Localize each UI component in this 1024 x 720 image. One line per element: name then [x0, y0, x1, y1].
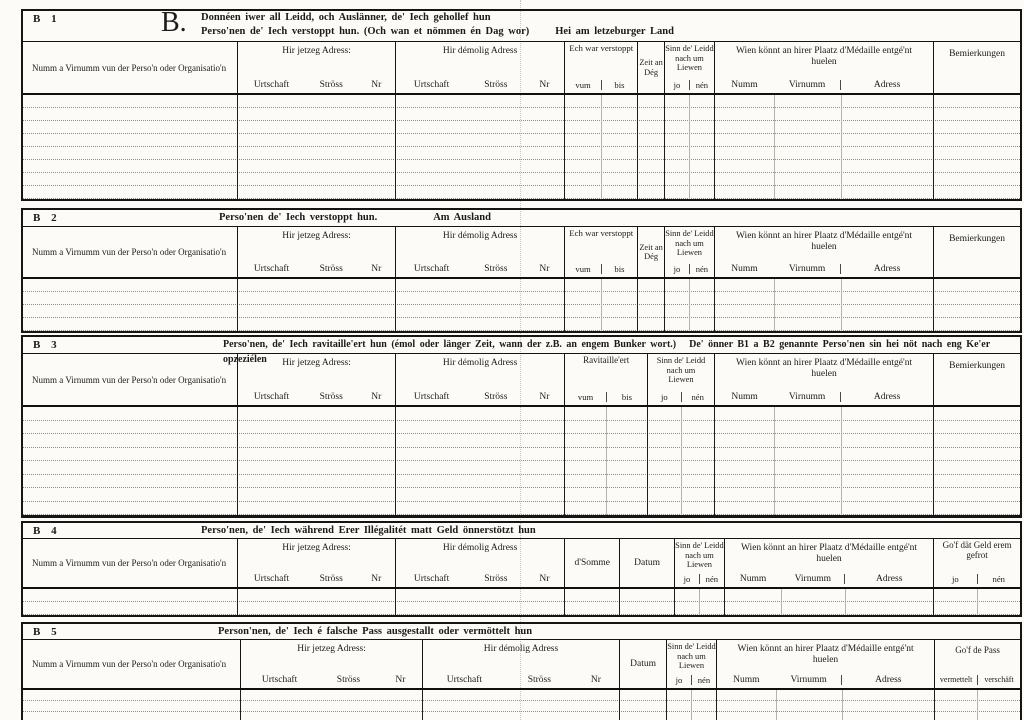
section-b5 — [21, 622, 1022, 720]
column-divider-line — [637, 95, 638, 199]
column-divider-line — [647, 407, 648, 515]
subcol-stross: Ströss — [319, 264, 343, 274]
col-medal-recipient — [724, 539, 933, 587]
current-address-label: Hir jetzeg Adress: — [282, 358, 351, 368]
blank-row — [23, 186, 1020, 199]
section-b1 — [21, 9, 1022, 201]
blank-row — [23, 318, 1020, 331]
column-divider-line — [841, 279, 842, 331]
subcol-urtschaft: Urtschaft — [413, 392, 450, 402]
column-divider-line — [774, 95, 775, 199]
blank-row — [23, 488, 1020, 502]
column-divider-line — [776, 690, 777, 720]
blank-row — [23, 712, 1020, 720]
blank-row — [23, 701, 1020, 712]
column-divider-line — [691, 690, 692, 720]
subcol-verschaft: verschäft — [977, 675, 1020, 685]
column-divider-line — [933, 279, 934, 331]
column-divider-line — [842, 690, 843, 720]
column-divider-line — [689, 279, 690, 331]
subcol-vermettelt: vermettelt — [939, 675, 973, 684]
column-divider-line — [933, 589, 934, 615]
col-remarks — [933, 227, 1020, 277]
column-divider-line — [689, 95, 690, 199]
subcol-stross: Ströss — [484, 80, 508, 90]
subcol-nr: Nr — [371, 574, 382, 584]
blank-row — [23, 461, 1020, 475]
column-headers — [23, 227, 1020, 279]
blank-row — [23, 292, 1020, 305]
col-former-address — [395, 42, 564, 93]
subcol-bis: bis — [601, 264, 637, 274]
subcol-urtschaft: Urtschaft — [253, 574, 290, 584]
subcol-urtschaft: Urtschaft — [253, 264, 290, 274]
blank-entry-rows — [23, 95, 1020, 199]
hidden-period-label: Ech war verstoppt — [569, 43, 634, 53]
subcol-stross: Ströss — [484, 264, 508, 274]
column-divider-line — [774, 407, 775, 515]
former-address-label: Hir démolig Adress — [442, 231, 518, 241]
section-title — [201, 11, 1020, 38]
column-divider-line — [619, 589, 620, 615]
still-alive-label: Sinn de' Leidd nach um Liewen — [665, 44, 714, 72]
column-divider-line — [237, 589, 238, 615]
column-divider-line — [977, 589, 978, 615]
subcol-virnumm: Virnumm — [788, 392, 826, 402]
blank-row — [23, 407, 1020, 421]
column-divider-line — [564, 279, 565, 331]
col-name-label: Numm a Virnumm vun der Perso'n oder Organisatio'n — [32, 247, 227, 257]
subcol-virnumm: Virnumm — [790, 675, 827, 685]
subcol-jo: jo — [673, 80, 681, 90]
column-divider-line — [564, 407, 565, 515]
remarks-label: Bemierkungen — [949, 361, 1006, 371]
subcol-jo: jo — [675, 675, 683, 685]
column-divider-line — [564, 589, 565, 615]
subcol-urtschaft: Urtschaft — [446, 675, 483, 685]
column-divider-line — [395, 279, 396, 331]
column-divider-line — [714, 279, 715, 331]
section-label: B 5 — [33, 626, 61, 638]
column-headers — [23, 539, 1020, 589]
subcol-urtschaft: Urtschaft — [253, 80, 290, 90]
subcol-stross: Ströss — [319, 574, 343, 584]
subcol-nen: nén — [691, 675, 716, 685]
column-divider-line — [395, 407, 396, 515]
title-text: Perso'nen, de' Iech während Erer Illégalitét matt Geld önnerstötzt hun — [201, 525, 536, 536]
section-b1-title-band — [23, 7, 1020, 42]
title-line-2-right: Hei am letzeburger Land — [555, 25, 674, 37]
still-alive-label: Sinn de' Leidd nach um Liewen — [656, 356, 706, 384]
section-b2-title-band — [23, 210, 1020, 227]
column-headers — [23, 42, 1020, 95]
blank-row — [23, 147, 1020, 160]
col-current-address — [237, 227, 395, 277]
pass-provided-label: Go'f de Pass — [955, 645, 1000, 655]
subcol-urtschaft: Urtschaft — [253, 392, 290, 402]
subcol-nr: Nr — [371, 392, 382, 402]
col-hidden-period — [564, 42, 637, 93]
subcol-urtschaft: Urtschaft — [261, 675, 298, 685]
subcol-nr: Nr — [371, 264, 382, 274]
blank-row — [23, 602, 1020, 615]
blank-row — [23, 279, 1020, 292]
col-still-alive — [674, 539, 724, 587]
subcol-numm: Numm — [731, 80, 758, 90]
subcol-stross: Ströss — [319, 392, 343, 402]
blank-row — [23, 95, 1020, 108]
still-alive-label: Sinn de' Leidd nach um Liewen — [675, 541, 724, 569]
subcol-jo: jo — [952, 574, 959, 584]
col-name — [23, 539, 237, 587]
subcol-nen: nén — [977, 574, 1020, 584]
subcol-nr: Nr — [590, 675, 601, 685]
subcol-nen: nén — [689, 80, 714, 90]
col-money-asked-back — [933, 539, 1020, 587]
still-alive-label: Sinn de' Leidd nach um Liewen — [667, 642, 716, 670]
col-remarks — [933, 42, 1020, 93]
column-divider-line — [237, 95, 238, 199]
subcol-nen: nén — [699, 574, 724, 584]
blank-entry-rows — [23, 279, 1020, 331]
subcol-urtschaft: Urtschaft — [413, 574, 450, 584]
col-medal-recipient — [714, 42, 933, 93]
blank-row — [23, 421, 1020, 435]
column-divider-line — [977, 690, 978, 720]
days-count-label: Zeit an Dég — [639, 242, 663, 261]
blank-row — [23, 121, 1020, 134]
subcol-virnumm: Virnumm — [794, 574, 831, 584]
date-label: Datum — [634, 557, 661, 568]
column-divider-line — [619, 690, 620, 720]
blank-row — [23, 448, 1020, 462]
remarks-label: Bemierkungen — [949, 49, 1006, 59]
section-b4 — [21, 521, 1022, 617]
hidden-period-label: Ech war verstoppt — [569, 228, 634, 238]
col-former-address — [422, 640, 619, 688]
subcol-stross: Ströss — [527, 675, 551, 685]
medal-recipient-label: Wien könnt an hirer Plaatz d'Médaille entgé'nt huelen — [737, 644, 914, 665]
subcol-nr: Nr — [539, 574, 550, 584]
supplied-period-label: Ravitaille'ert — [583, 355, 630, 365]
subcol-adress: Adress — [840, 264, 933, 274]
column-divider-line — [237, 279, 238, 331]
current-address-label: Hir jetzeg Adress: — [297, 644, 366, 654]
col-days-count — [637, 227, 664, 277]
col-pass-provided — [934, 640, 1020, 688]
column-divider-line — [606, 407, 607, 515]
blank-entry-rows — [23, 407, 1020, 515]
blank-entry-rows — [23, 690, 1020, 720]
title-line-2 — [201, 25, 1020, 39]
blank-row — [23, 160, 1020, 173]
column-divider-line — [664, 279, 665, 331]
col-still-alive — [664, 227, 714, 277]
col-name — [23, 354, 237, 405]
amount-label: d'Somme — [574, 557, 610, 568]
section-label: B 2 — [33, 212, 61, 224]
col-name — [23, 640, 240, 688]
form-b — [21, 9, 1022, 720]
subcol-numm: Numm — [733, 675, 760, 685]
subcol-jo: jo — [660, 392, 668, 402]
title-right: Am Ausland — [433, 212, 491, 223]
subcol-adress: Adress — [841, 675, 934, 685]
column-divider-line — [240, 690, 241, 720]
col-still-alive — [666, 640, 716, 688]
blank-row — [23, 475, 1020, 489]
col-former-address — [395, 227, 564, 277]
col-medal-recipient — [716, 640, 934, 688]
column-divider-line — [674, 589, 675, 615]
subcol-jo: jo — [673, 264, 681, 274]
blank-entry-rows — [23, 589, 1020, 615]
subcol-stross: Ströss — [336, 675, 361, 685]
col-still-alive — [664, 42, 714, 93]
blank-row — [23, 305, 1020, 318]
col-current-address — [237, 539, 395, 587]
col-date — [619, 640, 666, 688]
column-divider-line — [716, 690, 717, 720]
current-address-label: Hir jetzeg Adress: — [282, 543, 351, 553]
column-divider-line — [841, 407, 842, 515]
remarks-label: Bemierkungen — [949, 234, 1006, 244]
column-divider-line — [933, 95, 934, 199]
blank-row — [23, 134, 1020, 147]
subcol-stross: Ströss — [319, 80, 343, 90]
column-divider-line — [724, 589, 725, 615]
date-label: Datum — [630, 658, 657, 669]
column-divider-line — [781, 589, 782, 615]
column-divider-line — [422, 690, 423, 720]
column-divider-line — [845, 589, 846, 615]
current-address-label: Hir jetzeg Adress: — [282, 231, 351, 241]
column-divider-line — [666, 690, 667, 720]
section-label: B 3 — [33, 339, 61, 351]
col-name-label: Numm a Virnumm vun der Perso'n oder Organisatio'n — [32, 374, 227, 385]
subcol-adress: Adress — [840, 392, 933, 402]
former-address-label: Hir démolig Adress — [442, 358, 518, 368]
col-name-label: Numm a Virnumm vun der Perso'n oder Organisatio'n — [32, 558, 227, 568]
subcol-nr: Nr — [539, 80, 550, 90]
section-title — [201, 523, 1020, 538]
col-medal-recipient — [714, 227, 933, 277]
column-divider-line — [774, 279, 775, 331]
subcol-vum: vum — [575, 264, 591, 274]
big-letter-b: B. — [161, 7, 187, 38]
col-name — [23, 227, 237, 277]
section-label: B 1 — [33, 13, 61, 25]
column-divider-line — [601, 95, 602, 199]
days-count-label: Zeit an Dég — [639, 58, 663, 77]
subcol-urtschaft: Urtschaft — [413, 264, 450, 274]
subcol-adress: Adress — [840, 80, 933, 90]
col-current-address — [237, 42, 395, 93]
blank-row — [23, 434, 1020, 448]
section-b3 — [21, 335, 1022, 518]
subcol-nen: nén — [681, 392, 714, 402]
subcol-numm: Numm — [731, 264, 758, 274]
medal-recipient-label: Wien könnt an hirer Plaatz d'Médaille entgé'nt huelen — [740, 543, 918, 564]
subcol-numm: Numm — [739, 574, 767, 584]
column-divider-line — [601, 279, 602, 331]
former-address-label: Hir démolig Adress — [442, 46, 518, 56]
still-alive-label: Sinn de' Leidd nach um Liewen — [665, 229, 714, 257]
title-line-1: Donnéen iwer all Leidd, och Auslänner, de' Iech gehollef hun — [201, 12, 491, 23]
medal-recipient-label: Wien könnt an hirer Plaatz d'Médaille entgé'nt huelen — [735, 231, 913, 252]
col-former-address — [395, 539, 564, 587]
title-text: Person'nen, de' Iech é falsche Pass ausgestallt oder vermöttelt hun — [218, 626, 533, 637]
subcol-bis: bis — [606, 392, 647, 402]
column-divider-line — [841, 95, 842, 199]
subcol-nr: Nr — [539, 264, 550, 274]
section-b4-title-band — [23, 523, 1020, 539]
column-divider-line — [664, 95, 665, 199]
column-divider-line — [714, 95, 715, 199]
subcol-stross: Ströss — [484, 392, 508, 402]
col-date — [619, 539, 674, 587]
col-name — [23, 42, 237, 93]
section-b2 — [21, 208, 1022, 333]
section-b5-title-band — [23, 624, 1020, 640]
col-amount — [564, 539, 619, 587]
col-hidden-period — [564, 227, 637, 277]
blank-row — [23, 589, 1020, 602]
blank-row — [23, 173, 1020, 186]
medal-recipient-label: Wien könnt an hirer Plaatz d'Médaille entgé'nt huelen — [735, 46, 913, 67]
column-divider-line — [564, 95, 565, 199]
title-line-2-text: Perso'nen de' Iech verstoppt hun. (Och wan et nömmen én Dag wor) — [201, 25, 530, 37]
column-divider-line — [933, 407, 934, 515]
title-right: De' önner B1 a B2 genannte Perso'nen sin hei nöt nach eng Ke'er opzeziélen — [223, 339, 990, 365]
column-headers — [23, 640, 1020, 690]
column-divider-line — [934, 690, 935, 720]
subcol-virnumm: Virnumm — [788, 80, 826, 90]
column-divider-line — [699, 589, 700, 615]
column-divider-line — [714, 407, 715, 515]
former-address-label: Hir démolig Adress — [483, 644, 559, 654]
col-current-address — [240, 640, 421, 688]
subcol-stross: Ströss — [484, 574, 508, 584]
column-divider-line — [681, 407, 682, 515]
subcol-numm: Numm — [731, 392, 758, 402]
section-title — [219, 210, 1020, 225]
section-title — [223, 337, 1020, 367]
subcol-nr: Nr — [539, 392, 550, 402]
column-divider-line — [395, 95, 396, 199]
current-address-label: Hir jetzeg Adress: — [282, 46, 351, 56]
section-label: B 4 — [33, 525, 61, 537]
column-divider-line — [395, 589, 396, 615]
blank-row — [23, 502, 1020, 516]
title-text: Perso'nen, de' Iech ravitaille'ert hun (émol oder länger Zeit, wann der z.B. an engem Bunker wort.) — [223, 339, 677, 350]
subcol-virnumm: Virnumm — [788, 264, 826, 274]
blank-row — [23, 108, 1020, 121]
subcol-adress: Adress — [844, 574, 933, 584]
section-title — [218, 624, 1020, 639]
subcol-nr: Nr — [395, 675, 406, 685]
former-address-label: Hir démolig Adress — [442, 543, 518, 553]
subcol-nen: nén — [689, 264, 714, 274]
subcol-vum: vum — [577, 392, 594, 402]
subcol-vum: vum — [575, 80, 591, 90]
money-asked-back-label: Go'f dät Geld erem gefrot — [942, 540, 1012, 560]
subcol-urtschaft: Urtschaft — [413, 80, 450, 90]
col-name-label: Numm a Virnumm vun der Perso'n oder Organisatio'n — [32, 659, 227, 669]
medal-recipient-label: Wien könnt an hirer Plaatz d'Médaille entgé'nt huelen — [736, 358, 913, 379]
subcol-jo: jo — [683, 574, 691, 584]
subcol-bis: bis — [601, 80, 637, 90]
blank-row — [23, 690, 1020, 701]
col-days-count — [637, 42, 664, 93]
column-divider-line — [237, 407, 238, 515]
col-name-label: Numm a Virnumm vun der Perso'n oder Organisatio'n — [32, 62, 227, 73]
title-text: Perso'nen de' Iech verstoppt hun. — [219, 212, 378, 223]
subcol-nr: Nr — [371, 80, 382, 90]
column-divider-line — [637, 279, 638, 331]
